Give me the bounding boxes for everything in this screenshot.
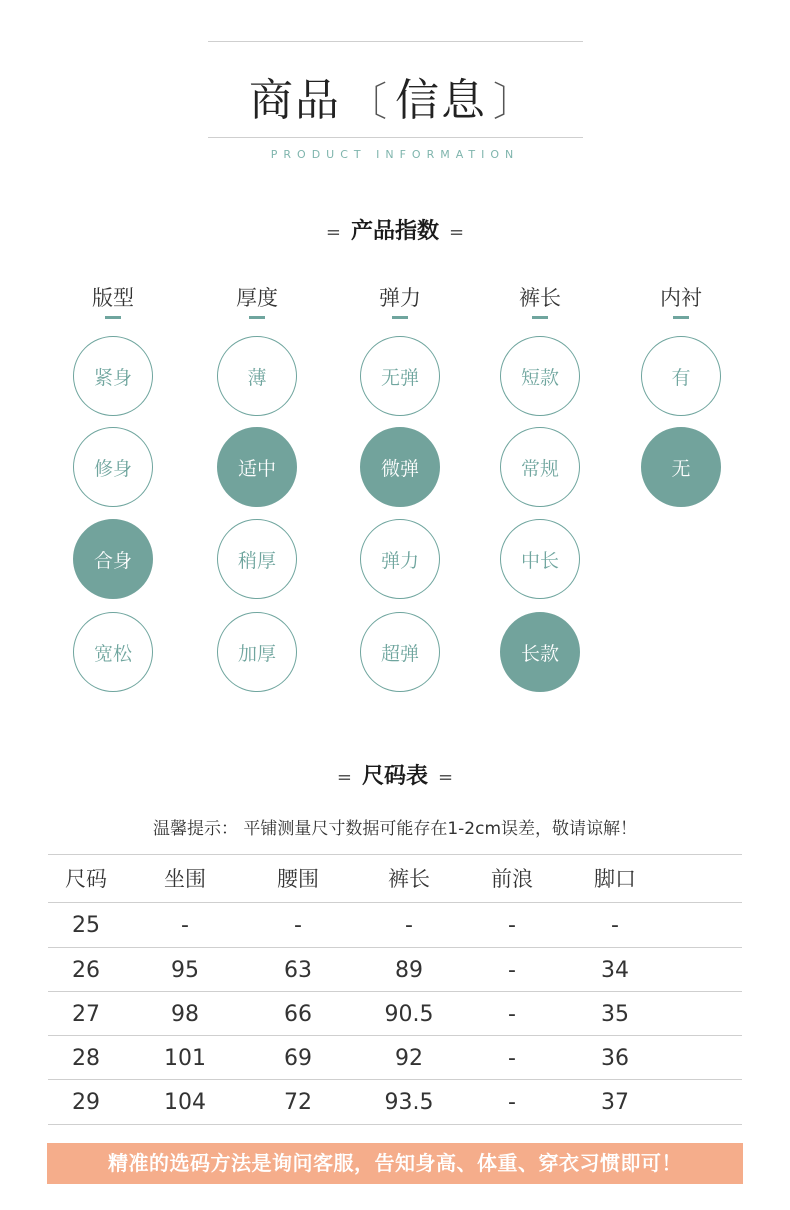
table-cell: 101	[164, 1046, 206, 1071]
table-header-cell: 尺码	[65, 867, 107, 891]
index-option: 无弹	[360, 336, 440, 416]
table-cell: -	[508, 1002, 516, 1027]
index-option-selected: 合身	[73, 519, 153, 599]
title-deco-left: =	[325, 222, 341, 243]
title-right: 信息	[395, 75, 487, 126]
column-underline	[392, 316, 408, 319]
index-option-selected: 适中	[217, 427, 297, 507]
table-cell: 95	[171, 958, 199, 983]
table-header-cell: 脚口	[594, 867, 636, 891]
index-option: 宽松	[73, 612, 153, 692]
index-column-label: 版型	[92, 286, 134, 310]
index-option: 稍厚	[217, 519, 297, 599]
bracket-close: 〕	[493, 79, 535, 125]
table-row	[48, 991, 742, 1036]
product-index-title	[0, 214, 790, 245]
table-header-cell: 前浪	[491, 867, 533, 891]
index-option: 薄	[217, 336, 297, 416]
index-option: 加厚	[217, 612, 297, 692]
index-option-selected: 微弹	[360, 427, 440, 507]
table-cell: 104	[164, 1090, 206, 1115]
size-advice-banner: 精准的选码方法是询问客服，告知身高、体重、穿衣习惯即可！	[47, 1143, 743, 1184]
size-chart-title	[0, 759, 790, 790]
measurement-tip: 温馨提示： 平铺测量尺寸数据可能存在1-2cm误差，敬请谅解！	[152, 819, 638, 839]
table-row	[48, 1035, 742, 1080]
table-cell: 36	[601, 1046, 629, 1071]
column-underline	[673, 316, 689, 319]
table-cell: -	[508, 913, 516, 938]
table-cell: -	[508, 1046, 516, 1071]
title-deco-right: =	[438, 767, 454, 788]
index-option: 有	[641, 336, 721, 416]
bracket-open: 〔	[347, 79, 389, 125]
table-row	[48, 902, 742, 947]
table-cell: 35	[601, 1002, 629, 1027]
index-option: 修身	[73, 427, 153, 507]
table-cell: 28	[72, 1046, 100, 1071]
product-index-label: 产品指数	[350, 219, 439, 244]
table-cell: -	[294, 913, 302, 938]
column-underline	[105, 316, 121, 319]
table-header-cell: 裤长	[388, 867, 430, 891]
index-option: 中长	[500, 519, 580, 599]
table-cell: 89	[395, 958, 423, 983]
index-option: 超弹	[360, 612, 440, 692]
column-underline	[532, 316, 548, 319]
table-cell: 90.5	[384, 1002, 434, 1027]
index-column-label: 弹力	[379, 286, 421, 310]
table-cell: -	[611, 913, 619, 938]
table-cell: -	[181, 913, 189, 938]
title-deco-right: =	[449, 222, 465, 243]
header-top-rule	[208, 41, 583, 42]
page-title	[0, 64, 790, 128]
index-option-selected: 长款	[500, 612, 580, 692]
table-cell: 72	[284, 1090, 312, 1115]
table-header-row	[48, 854, 742, 902]
table-cell: -	[405, 913, 413, 938]
title-deco-left: =	[336, 767, 352, 788]
table-cell: 37	[601, 1090, 629, 1115]
table-cell: 26	[72, 958, 100, 983]
table-bottom-rule	[48, 1124, 742, 1125]
table-cell: 66	[284, 1002, 312, 1027]
table-cell: 93.5	[384, 1090, 434, 1115]
table-row	[48, 947, 742, 992]
index-option: 弹力	[360, 519, 440, 599]
size-chart-label: 尺码表	[361, 764, 428, 789]
table-cell: -	[508, 958, 516, 983]
index-option: 短款	[500, 336, 580, 416]
header-bottom-rule	[208, 137, 583, 138]
table-header-cell: 坐围	[164, 867, 206, 891]
index-column-label: 厚度	[236, 286, 278, 310]
table-cell: 34	[601, 958, 629, 983]
page-subtitle: PRODUCT INFORMATION	[270, 148, 520, 161]
index-option-selected: 无	[641, 427, 721, 507]
table-cell: -	[508, 1090, 516, 1115]
table-row	[48, 1079, 742, 1124]
title-left: 商品	[249, 75, 341, 126]
table-cell: 25	[72, 913, 100, 938]
index-option: 紧身	[73, 336, 153, 416]
table-cell: 27	[72, 1002, 100, 1027]
table-cell: 98	[171, 1002, 199, 1027]
index-column-label: 内衬	[660, 286, 702, 310]
table-cell: 29	[72, 1090, 100, 1115]
column-underline	[249, 316, 265, 319]
table-header-cell: 腰围	[277, 867, 319, 891]
table-cell: 92	[395, 1046, 423, 1071]
index-option: 常规	[500, 427, 580, 507]
table-cell: 63	[284, 958, 312, 983]
index-column-label: 裤长	[519, 286, 561, 310]
table-cell: 69	[284, 1046, 312, 1071]
